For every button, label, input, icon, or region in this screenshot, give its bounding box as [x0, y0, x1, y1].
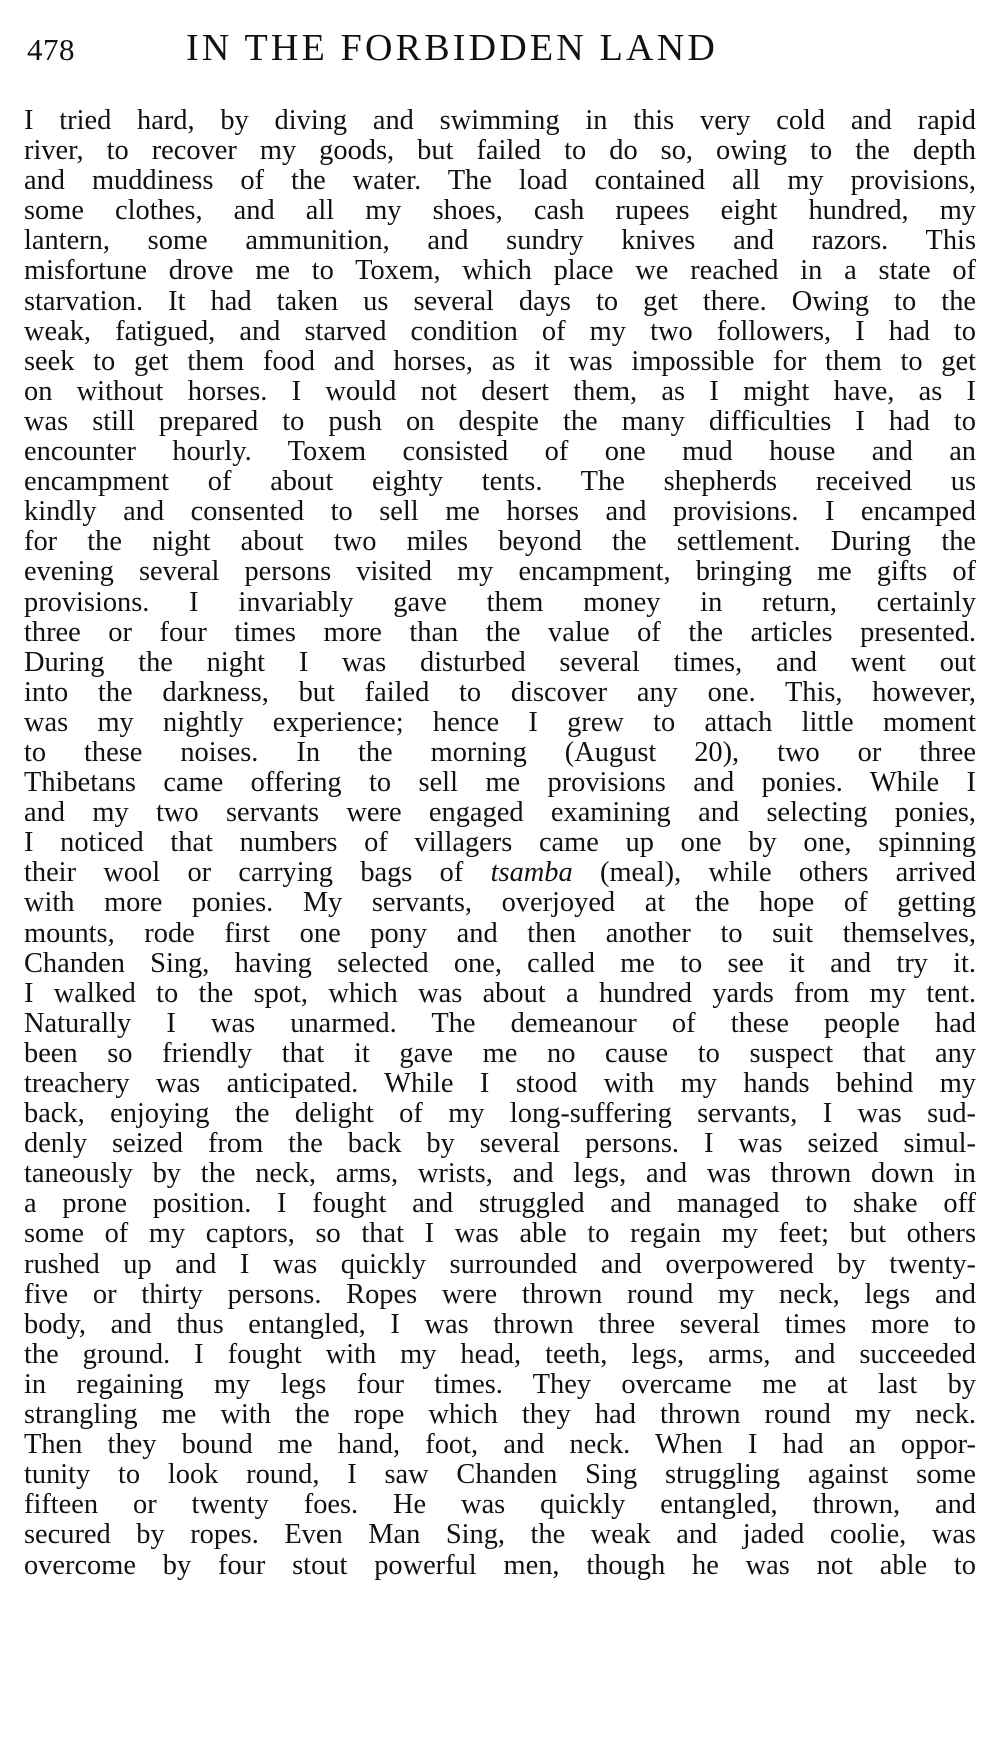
text-line — [24, 858, 976, 888]
text-line: and my two servants were engaged examining and selecting ponies, — [24, 797, 976, 829]
text-line: Then they bound me hand, foot, and neck. When I had an oppor- — [24, 1429, 976, 1461]
text-line: Naturally I was unarmed. The demeanour of these people had — [24, 1007, 976, 1039]
text-line: back, enjoying the delight of my long-suffering servants, I was sud- — [24, 1098, 976, 1130]
text-line: kindly and consented to sell me horses and provisions. I encamped — [24, 496, 976, 528]
text-line: was my nightly experience; hence I grew to attach little moment — [24, 706, 976, 738]
text-line: with more ponies. My servants, overjoyed at the hope of getting — [24, 887, 976, 919]
text-line: mounts, rode first one pony and then another to suit themselves, — [24, 917, 976, 949]
text-segment: (meal), while others arrived — [572, 857, 976, 889]
text-line: river, to recover my goods, but failed to do so, owing to the depth — [24, 135, 976, 167]
text-line: encounter hourly. Toxem consisted of one mud house and an — [24, 436, 976, 468]
text-segment: their wool or carrying bags of — [24, 857, 491, 889]
italic-term: tsamba — [490, 857, 573, 889]
text-line: secured by ropes. Even Man Sing, the weak and jaded coolie, was — [24, 1519, 976, 1551]
text-line: body, and thus entangled, I was thrown three several times more to — [24, 1308, 976, 1340]
book-page — [24, 18, 976, 1581]
text-line: in regaining my legs four times. They overcame me at last by — [24, 1368, 976, 1400]
text-line: seek to get them food and horses, as it was impossible for them to get — [24, 345, 976, 377]
text-line: was still prepared to push on despite the many difficulties I had to — [24, 405, 976, 437]
text-line: for the night about two miles beyond the settlement. During the — [24, 526, 976, 558]
text-line: I noticed that numbers of villagers came up one by one, spinning — [24, 827, 976, 859]
text-line: weak, fatigued, and starved condition of my two followers, I had to — [24, 315, 976, 347]
text-line: treachery was anticipated. While I stood with my hands behind my — [24, 1068, 976, 1099]
text-line: the ground. I fought with my head, teeth, legs, arms, and succeeded — [24, 1338, 976, 1370]
text-line: starvation. It had taken us several days to get there. Owing to the — [24, 285, 976, 317]
text-line: Chanden Sing, having selected one, called me to see it and try it. — [24, 947, 976, 979]
text-line: and muddiness of the water. The load contained all my provisions, — [24, 165, 976, 197]
text-line: denly seized from the back by several persons. I was seized simul- — [24, 1128, 976, 1160]
text-line: three or four times more than the value of the articles presented. — [24, 616, 976, 648]
text-line: to these noises. In the morning (August 20), two or three — [24, 736, 976, 768]
text-line: some of my captors, so that I was able to regain my feet; but others — [24, 1218, 976, 1250]
text-line: been so friendly that it gave me no cause to suspect that any — [24, 1037, 976, 1069]
text-line: encampment of about eighty tents. The shepherds received us — [24, 466, 976, 498]
text-line: During the night I was disturbed several times, and went out — [24, 646, 976, 678]
text-line: I tried hard, by diving and swimming in this very cold and rapid — [24, 105, 976, 136]
running-head — [24, 18, 976, 80]
text-line: rushed up and I was quickly surrounded and overpowered by twenty- — [24, 1248, 976, 1280]
text-line: Thibetans came offering to sell me provisions and ponies. While I — [24, 767, 976, 799]
text-line: overcome by four stout powerful men, though he was not able to — [24, 1549, 976, 1581]
text-line: a prone position. I fought and struggled and managed to shake off — [24, 1188, 976, 1220]
text-line: on without horses. I would not desert them, as I might have, as I — [24, 375, 976, 407]
text-line: I walked to the spot, which was about a hundred yards from my tent. — [24, 977, 976, 1009]
body-paragraph — [24, 106, 976, 1581]
running-title: IN THE FORBIDDEN LAND — [186, 27, 718, 69]
text-line: into the darkness, but failed to discover any one. This, however, — [24, 676, 976, 708]
text-line: evening several persons visited my encampment, bringing me gifts of — [24, 556, 976, 588]
text-line: five or thirty persons. Ropes were thrown round my neck, legs and — [24, 1278, 976, 1310]
text-line: fifteen or twenty foes. He was quickly entangled, thrown, and — [24, 1489, 976, 1521]
page-number: 478 — [27, 32, 75, 67]
text-line: taneously by the neck, arms, wrists, and legs, and was thrown down in — [24, 1158, 976, 1190]
text-line: some clothes, and all my shoes, cash rupees eight hundred, my — [24, 195, 976, 227]
text-line: lantern, some ammunition, and sundry knives and razors. This — [24, 225, 976, 257]
text-line: misfortune drove me to Toxem, which place we reached in a state of — [24, 255, 976, 287]
text-line: strangling me with the rope which they had thrown round my neck. — [24, 1399, 976, 1431]
text-line: tunity to look round, I saw Chanden Sing struggling against some — [24, 1459, 976, 1491]
text-line: provisions. I invariably gave them money in return, certainly — [24, 586, 976, 618]
